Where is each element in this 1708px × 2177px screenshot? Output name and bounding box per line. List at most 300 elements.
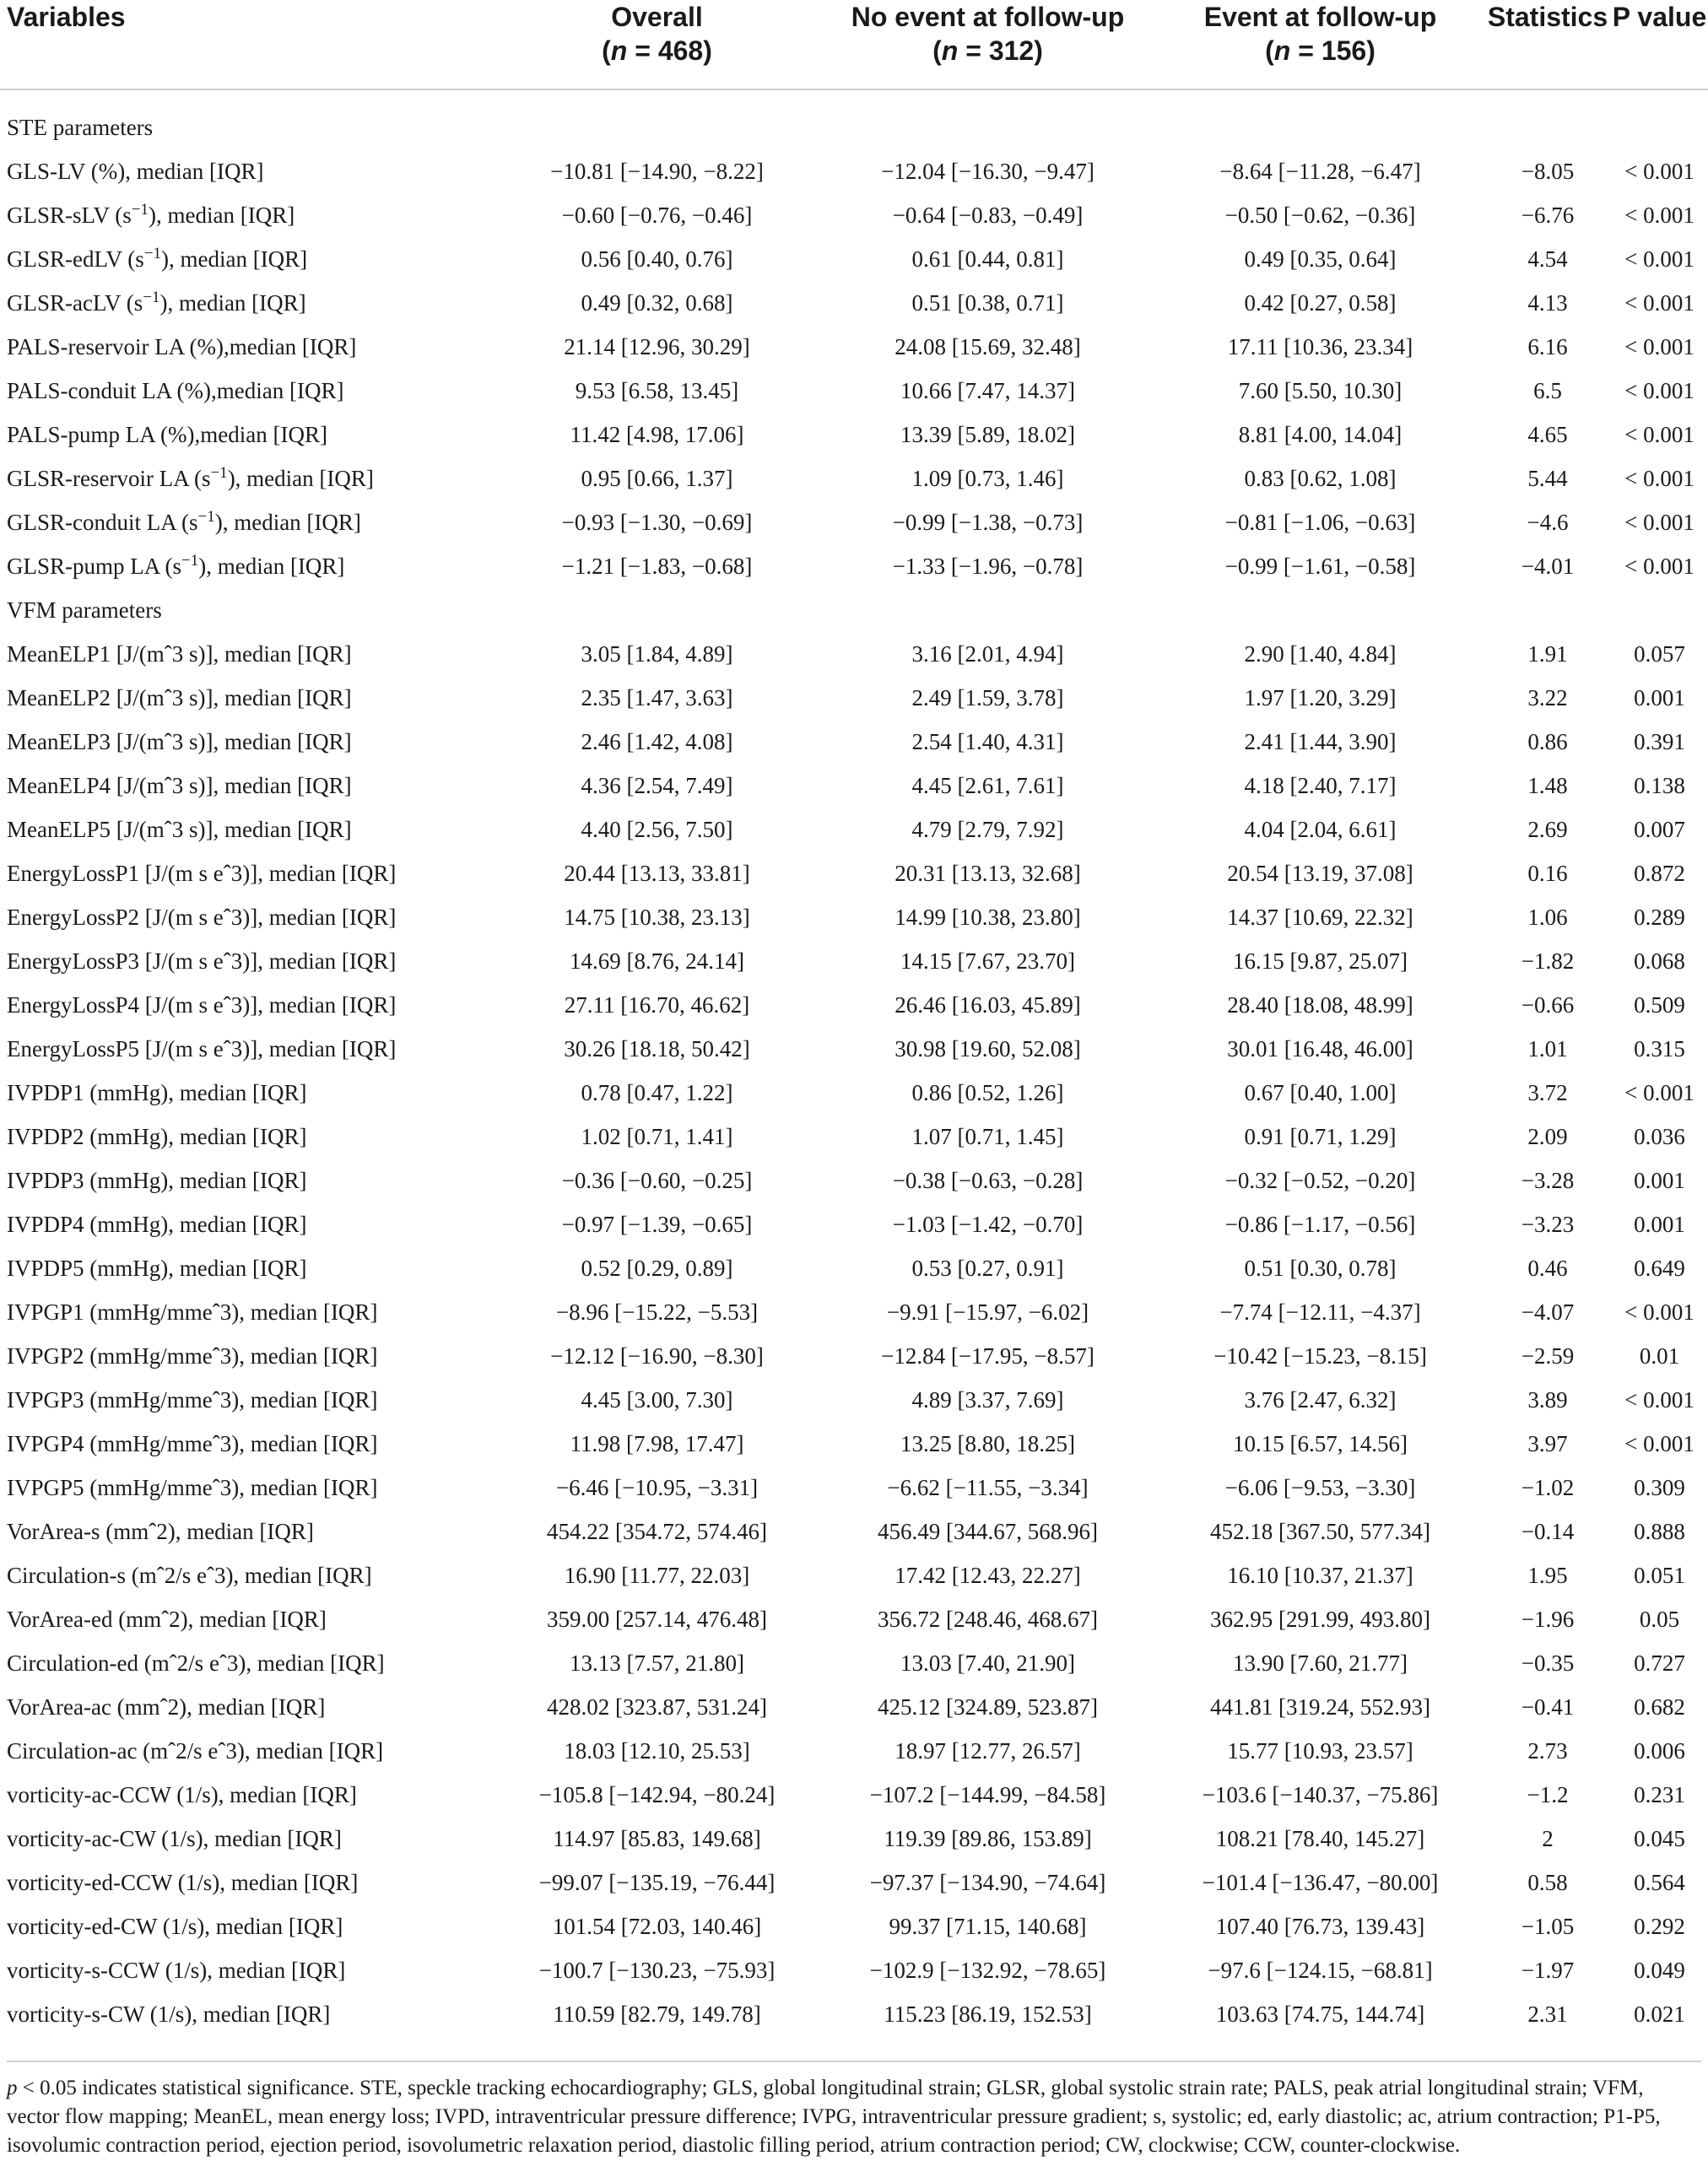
header-no-event-label: No event at follow-up (851, 2, 1125, 32)
table-header (0, 0, 1708, 89)
cell-statistics: 3.22 (1527, 685, 1568, 710)
header-overall-n: (n = 468) (602, 35, 712, 66)
cell-variable: GLSR-acLV $(s^{-1})$, median [IQR] (7, 289, 306, 316)
cell-p-value: < 0.001 (1624, 554, 1694, 579)
cell-event: 4.18 [2.40, 7.17] (1244, 773, 1397, 798)
cell-overall: −1.21 [−1.83, −0.68] (561, 554, 753, 579)
cell-statistics: 2.69 (1527, 817, 1568, 842)
cell-variable: EnergyLossP4 [J/(m s eˆ3)], median [IQR] (7, 992, 397, 1018)
cell-p-value: < 0.001 (1624, 466, 1694, 491)
table-row (0, 237, 1708, 281)
cell-p-value: < 0.001 (1624, 159, 1694, 184)
cell-p-value: 0.138 (1634, 773, 1685, 798)
table-row (0, 720, 1708, 764)
cell-overall: 4.45 [3.00, 7.30] (581, 1387, 733, 1413)
table-row (0, 1466, 1708, 1510)
cell-no-event: 0.51 [0.38, 0.71] (911, 290, 1064, 316)
cell-p-value: 0.564 (1634, 1870, 1685, 1895)
cell-variable: IVPGP2 (mmHg/mmeˆ3), median [IQR] (7, 1343, 378, 1369)
cell-no-event: 26.46 [16.03, 45.89] (895, 992, 1081, 1018)
cell-overall: 0.56 [0.40, 0.76] (581, 246, 733, 272)
cell-statistics: 4.54 (1527, 246, 1568, 272)
cell-overall: 428.02 [323.87, 531.24] (547, 1694, 767, 1720)
cell-event: −0.81 [−1.06, −0.63] (1224, 510, 1416, 535)
cell-variable: EnergyLossP5 [J/(m s eˆ3)], median [IQR] (7, 1036, 397, 1061)
cell-event: 30.01 [16.48, 46.00] (1227, 1036, 1413, 1061)
header-statistics: Statistics (1487, 2, 1608, 32)
table-row (0, 413, 1708, 456)
cell-no-event: 17.42 [12.43, 22.27] (895, 1563, 1081, 1588)
cell-statistics: 0.86 (1527, 729, 1568, 754)
cell-event: 15.77 [10.93, 23.57] (1227, 1738, 1413, 1764)
cell-overall: 11.98 [7.98, 17.47] (570, 1431, 744, 1456)
cell-p-value: 0.289 (1634, 905, 1685, 930)
table-row (0, 632, 1708, 676)
cell-no-event: 456.49 [344.67, 568.96] (878, 1519, 1098, 1544)
cell-no-event: 1.07 [0.71, 1.45] (911, 1124, 1064, 1149)
cell-p-value: 0.001 (1634, 685, 1685, 710)
table-row (0, 676, 1708, 720)
cell-p-value: 0.05 (1639, 1607, 1680, 1632)
cell-overall: −105.8 [−142.94, −80.24] (538, 1782, 776, 1807)
cell-variable: PALS-pump LA (%),median [IQR] (7, 422, 327, 447)
cell-p-value: 0.057 (1634, 641, 1685, 667)
cell-event: 14.37 [10.69, 22.32] (1227, 905, 1413, 930)
cell-p-value: 0.001 (1634, 1168, 1685, 1193)
cell-event: −0.32 [−0.52, −0.20] (1224, 1168, 1416, 1193)
cell-statistics: −8.05 (1521, 159, 1575, 184)
cell-variable: Circulation-ed (mˆ2/s eˆ3), median [IQR] (7, 1650, 385, 1676)
cell-variable: IVPDP4 (mmHg), median [IQR] (7, 1212, 307, 1237)
table-row (0, 1641, 1708, 1685)
cell-p-value: 0.682 (1634, 1694, 1685, 1720)
cell-overall: −0.97 [−1.39, −0.65] (561, 1212, 753, 1237)
cell-variable: MeanELP1 [J/(mˆ3 s)], median [IQR] (7, 641, 352, 667)
cell-no-event: −6.62 [−11.55, −3.34] (887, 1475, 1089, 1500)
cell-p-value: 0.509 (1634, 992, 1685, 1018)
table-row (0, 500, 1708, 544)
cell-event: 13.90 [7.60, 21.77] (1233, 1650, 1408, 1676)
cell-overall: 14.75 [10.38, 23.13] (564, 905, 750, 930)
cell-variable: GLSR-sLV $(s^{-1})$, median [IQR] (7, 201, 295, 228)
cell-variable: GLSR-conduit LA $(s^{-1})$, median [IQR] (7, 508, 361, 535)
cell-p-value: < 0.001 (1624, 1431, 1694, 1456)
cell-no-event: 4.79 [2.79, 7.92] (911, 817, 1064, 842)
cell-overall: 18.03 [12.10, 25.53] (564, 1738, 750, 1764)
cell-statistics: 3.89 (1527, 1387, 1568, 1413)
footnote-text: < 0.05 indicates statistical significance. STE, speckle tracking echocardiography; GLS, global longitudinal strain; GLSR, global systolic strain rate; PALS, peak atrial longitudinal strain; VFM, vector flow mapping; MeanEL, mean energy loss; IVPD, intraventricular pressure difference; IVPG, intraventricular pressure gradient; s, systolic; ed, early diastolic; ac, atrium contraction; P1-P5, isovolumic contraction period, ejection period, isovolumetric relaxation period, diastolic filling period, atrium contraction period; CW, clockwise; CCW, counter-clockwise. (7, 2077, 1661, 2157)
cell-overall: −0.93 [−1.30, −0.69] (561, 510, 753, 535)
cell-no-event: 1.09 [0.73, 1.46] (911, 466, 1064, 491)
cell-overall: 2.46 [1.42, 4.08] (581, 729, 733, 754)
cell-no-event: −12.04 [−16.30, −9.47] (881, 159, 1095, 184)
cell-p-value: 0.006 (1634, 1738, 1685, 1764)
cell-p-value: < 0.001 (1624, 422, 1694, 447)
cell-variable: VorArea-ed (mmˆ2), median [IQR] (7, 1607, 327, 1632)
cell-no-event: 2.49 [1.59, 3.78] (911, 685, 1064, 710)
cell-statistics: 2 (1542, 1826, 1554, 1851)
table-row (0, 983, 1708, 1027)
cell-no-event: 30.98 [19.60, 52.08] (895, 1036, 1081, 1061)
cell-p-value: < 0.001 (1624, 378, 1694, 403)
cell-p-value: 0.888 (1634, 1519, 1685, 1544)
table-row (0, 281, 1708, 325)
cell-variable: MeanELP4 [J/(mˆ3 s)], median [IQR] (7, 773, 352, 798)
cell-no-event: −1.03 [−1.42, −0.70] (892, 1212, 1084, 1237)
cell-event: 8.81 [4.00, 14.04] (1238, 422, 1403, 447)
cell-variable: IVPDP2 (mmHg), median [IQR] (7, 1124, 307, 1149)
cell-event: 1.97 [1.20, 3.29] (1244, 685, 1397, 710)
header-variables: Variables (7, 2, 126, 32)
cell-overall: 30.26 [18.18, 50.42] (564, 1036, 750, 1061)
cell-variable: EnergyLossP1 [J/(m s eˆ3)], median [IQR] (7, 861, 397, 886)
cell-overall: 454.22 [354.72, 574.46] (547, 1519, 767, 1544)
cell-statistics: −1.2 (1527, 1782, 1569, 1807)
section-header-row (0, 588, 1708, 632)
cell-no-event: 0.86 [0.52, 1.26] (911, 1080, 1064, 1105)
cell-event: 2.41 [1.44, 3.90] (1244, 729, 1397, 754)
cell-statistics: 2.73 (1527, 1738, 1568, 1764)
cell-p-value: 0.045 (1634, 1826, 1685, 1851)
cell-statistics: 3.72 (1527, 1080, 1568, 1105)
cell-statistics: 3.97 (1527, 1431, 1568, 1456)
cell-statistics: −0.35 (1521, 1650, 1575, 1676)
cell-variable: vorticity-s-CCW (1/s), median [IQR] (7, 1958, 346, 1983)
cell-overall: 2.35 [1.47, 3.63] (581, 685, 733, 710)
cell-no-event: −102.9 [−132.92, −78.65] (869, 1958, 1106, 1983)
cell-event: 0.91 [0.71, 1.29] (1244, 1124, 1397, 1149)
table-row (0, 895, 1708, 939)
cell-p-value: 0.391 (1634, 729, 1685, 754)
table-row (0, 456, 1708, 500)
cell-event: −0.50 [−0.62, −0.36] (1224, 203, 1416, 228)
cell-overall: 0.78 [0.47, 1.22] (581, 1080, 733, 1105)
cell-no-event: 14.15 [7.67, 23.70] (900, 948, 1075, 974)
cell-event: −8.64 [−11.28, −6.47] (1219, 159, 1421, 184)
header-no-event (819, 0, 1156, 89)
table-row (0, 544, 1708, 588)
table-row (0, 1202, 1708, 1246)
cell-statistics: −0.66 (1521, 992, 1575, 1018)
cell-statistics: 1.01 (1527, 1036, 1568, 1061)
cell-statistics: −4.01 (1521, 554, 1575, 579)
cell-variable: MeanELP5 [J/(mˆ3 s)], median [IQR] (7, 817, 352, 842)
cell-statistics: 4.65 (1527, 422, 1568, 447)
cell-p-value: < 0.001 (1624, 203, 1694, 228)
cell-variable: VorArea-s (mmˆ2), median [IQR] (7, 1519, 314, 1544)
cell-overall: 16.90 [11.77, 22.03] (564, 1563, 750, 1588)
cell-event: −97.6 [−124.15, −68.81] (1208, 1958, 1433, 1983)
cell-event: 16.10 [10.37, 21.37] (1227, 1563, 1413, 1588)
cell-event: 7.60 [5.50, 10.30] (1238, 378, 1403, 403)
cell-event: −10.42 [−15.23, −8.15] (1213, 1343, 1427, 1369)
cell-event: 0.49 [0.35, 0.64] (1244, 246, 1397, 272)
cell-variable: vorticity-ed-CW (1/s), median [IQR] (7, 1914, 343, 1939)
table-row (0, 1685, 1708, 1729)
cell-variable: VorArea-ac (mmˆ2), median [IQR] (7, 1694, 326, 1720)
cell-event: 452.18 [367.50, 577.34] (1210, 1519, 1430, 1544)
cell-statistics: 0.46 (1527, 1256, 1568, 1281)
cell-p-value: 0.007 (1634, 817, 1685, 842)
cell-no-event: 13.03 [7.40, 21.90] (900, 1650, 1075, 1676)
cell-overall: −0.36 [−0.60, −0.25] (561, 1168, 753, 1193)
cell-statistics: −1.97 (1521, 1958, 1575, 1983)
section-title: VFM parameters (7, 597, 162, 623)
footnote-p-symbol: p (7, 2077, 18, 2099)
table-row (0, 369, 1708, 413)
cell-variable: vorticity-ac-CW (1/s), median [IQR] (7, 1826, 342, 1851)
cell-no-event: −9.91 [−15.97, −6.02] (886, 1299, 1089, 1325)
section-header-row (0, 105, 1708, 149)
cell-statistics: 5.44 (1527, 466, 1568, 491)
table-row (0, 1773, 1708, 1817)
cell-variable: IVPGP5 (mmHg/mmeˆ3), median [IQR] (7, 1475, 378, 1500)
cell-no-event: −1.33 [−1.96, −0.78] (892, 554, 1084, 579)
cell-variable: GLSR-pump LA $(s^{-1})$, median [IQR] (7, 552, 345, 579)
spacer-cell (0, 90, 1708, 105)
cell-event: 108.21 [78.40, 145.27] (1215, 1826, 1425, 1851)
cell-variable: IVPGP3 (mmHg/mmeˆ3), median [IQR] (7, 1387, 378, 1413)
header-overall (495, 0, 819, 89)
cell-variable: IVPGP1 (mmHg/mmeˆ3), median [IQR] (7, 1299, 378, 1325)
cell-no-event: 2.54 [1.40, 4.31] (911, 729, 1064, 754)
cell-p-value: 0.872 (1634, 861, 1685, 886)
cell-variable: MeanELP3 [J/(mˆ3 s)], median [IQR] (7, 729, 352, 754)
cell-p-value: 0.649 (1634, 1256, 1685, 1281)
header-overall-label: Overall (611, 2, 703, 32)
table-row (0, 1027, 1708, 1071)
cell-overall: 9.53 [6.58, 13.45] (575, 378, 739, 403)
cell-p-value: 0.01 (1639, 1343, 1680, 1369)
cell-event: 2.90 [1.40, 4.84] (1244, 641, 1397, 667)
cell-variable: Circulation-ac (mˆ2/s eˆ3), median [IQR] (7, 1738, 384, 1764)
cell-event: 20.54 [13.19, 37.08] (1227, 861, 1413, 886)
table-row (0, 1904, 1708, 1948)
cell-overall: −0.60 [−0.76, −0.46] (561, 203, 753, 228)
table-row (0, 1290, 1708, 1334)
cell-statistics: 4.13 (1527, 290, 1568, 316)
table-row (0, 1992, 1708, 2036)
cell-event: 362.95 [291.99, 493.80] (1210, 1607, 1430, 1632)
cell-no-event: −0.38 [−0.63, −0.28] (892, 1168, 1084, 1193)
table-row (0, 1597, 1708, 1641)
cell-statistics: −1.02 (1521, 1475, 1575, 1500)
table-row (0, 1729, 1708, 1773)
table-row (0, 149, 1708, 193)
cell-p-value: < 0.001 (1624, 290, 1694, 316)
cell-variable: EnergyLossP3 [J/(m s eˆ3)], median [IQR] (7, 948, 397, 974)
header-no-event-n: (n = 312) (932, 35, 1043, 66)
cell-statistics: 1.06 (1527, 905, 1568, 930)
cell-no-event: 4.89 [3.37, 7.69] (911, 1387, 1064, 1413)
cell-event: −7.74 [−12.11, −4.37] (1219, 1299, 1421, 1325)
cell-no-event: 14.99 [10.38, 23.80] (895, 905, 1081, 930)
cell-statistics: 2.31 (1527, 2001, 1568, 2027)
table-row (0, 193, 1708, 237)
cell-p-value: 0.231 (1634, 1782, 1685, 1807)
cell-overall: 0.95 [0.66, 1.37] (581, 466, 733, 491)
cell-variable: IVPDP3 (mmHg), median [IQR] (7, 1168, 307, 1193)
section-title: STE parameters (7, 115, 154, 140)
cell-overall: 11.42 [4.98, 17.06] (570, 422, 744, 447)
cell-overall: −99.07 [−135.19, −76.44] (538, 1870, 776, 1895)
cell-p-value: < 0.001 (1624, 334, 1694, 359)
cell-variable: EnergyLossP2 [J/(m s eˆ3)], median [IQR] (7, 905, 397, 930)
cell-statistics: −4.6 (1527, 510, 1569, 535)
cell-variable: IVPDP1 (mmHg), median [IQR] (7, 1080, 307, 1105)
cell-statistics: 0.58 (1527, 1870, 1568, 1895)
cell-overall: 27.11 [16.70, 46.62] (564, 992, 750, 1018)
cell-overall: −12.12 [−16.90, −8.30] (550, 1343, 764, 1369)
cell-no-event: −107.2 [−144.99, −84.58] (869, 1782, 1106, 1807)
cell-event: 3.76 [2.47, 6.32] (1244, 1387, 1397, 1413)
cell-overall: 110.59 [82.79, 149.78] (553, 2001, 761, 2027)
cell-no-event: 99.37 [71.15, 140.68] (889, 1914, 1087, 1939)
table-row (0, 1510, 1708, 1553)
cell-no-event: 425.12 [324.89, 523.87] (878, 1694, 1098, 1720)
cell-variable: vorticity-s-CW (1/s), median [IQR] (7, 2001, 331, 2027)
cell-overall: −100.7 [−130.23, −75.93] (538, 1958, 776, 1983)
cell-statistics: 1.91 (1527, 641, 1568, 667)
cell-p-value: < 0.001 (1624, 246, 1694, 272)
cell-event: −101.4 [−136.47, −80.00] (1202, 1870, 1439, 1895)
cell-variable: IVPGP4 (mmHg/mmeˆ3), median [IQR] (7, 1431, 378, 1456)
cell-variable: PALS-conduit LA (%),median [IQR] (7, 378, 344, 403)
cell-p-value: 0.315 (1634, 1036, 1685, 1061)
cell-statistics: 1.48 (1527, 773, 1568, 798)
table-row (0, 1071, 1708, 1115)
cell-variable: GLSR-edLV $(s^{-1})$, median [IQR] (7, 245, 308, 272)
cell-variable: Circulation-s (mˆ2/s eˆ3), median [IQR] (7, 1563, 372, 1588)
cell-p-value: 0.001 (1634, 1212, 1685, 1237)
cell-variable: GLSR-reservoir LA $(s^{-1})$, median [IQR] (7, 464, 374, 491)
table-row (0, 1334, 1708, 1378)
cell-event: 0.83 [0.62, 1.08] (1244, 466, 1397, 491)
cell-overall: 0.49 [0.32, 0.68] (581, 290, 733, 316)
table-row (0, 1115, 1708, 1159)
table-row (0, 939, 1708, 983)
table-row (0, 1553, 1708, 1597)
cell-variable: MeanELP2 [J/(mˆ3 s)], median [IQR] (7, 685, 352, 710)
spacer-row (0, 90, 1708, 105)
table-row (0, 808, 1708, 851)
cell-statistics: 6.16 (1527, 334, 1568, 359)
cell-event: 16.15 [9.87, 25.07] (1233, 948, 1408, 974)
cell-statistics: −6.76 (1521, 203, 1575, 228)
cell-statistics: −3.23 (1521, 1212, 1575, 1237)
cell-no-event: −97.37 [−134.90, −74.64] (869, 1870, 1106, 1895)
cell-no-event: 356.72 [248.46, 468.67] (878, 1607, 1098, 1632)
cell-statistics: −1.96 (1521, 1607, 1575, 1632)
cell-overall: 14.69 [8.76, 24.14] (570, 948, 744, 974)
cell-no-event: 20.31 [13.13, 32.68] (895, 861, 1081, 886)
table-row (0, 1378, 1708, 1422)
cell-overall: 21.14 [12.96, 30.29] (564, 334, 750, 359)
cell-overall: 1.02 [0.71, 1.41] (581, 1124, 733, 1149)
table-row (0, 1817, 1708, 1861)
cell-no-event: 0.53 [0.27, 0.91] (911, 1256, 1064, 1281)
cell-event: 441.81 [319.24, 552.93] (1210, 1694, 1430, 1720)
cell-statistics: 2.09 (1527, 1124, 1568, 1149)
table-row (0, 1422, 1708, 1466)
cell-variable: GLS-LV (%), median [IQR] (7, 159, 264, 184)
cell-variable: vorticity-ed-CCW (1/s), median [IQR] (7, 1870, 359, 1895)
cell-p-value: < 0.001 (1624, 1387, 1694, 1413)
cell-statistics: −0.41 (1521, 1694, 1575, 1720)
cell-overall: 359.00 [257.14, 476.48] (547, 1607, 767, 1632)
cell-event: 17.11 [10.36, 23.34] (1227, 334, 1413, 359)
cell-overall: 0.52 [0.29, 0.89] (581, 1256, 733, 1281)
table-row (0, 1159, 1708, 1202)
cell-statistics: 6.5 (1533, 378, 1562, 403)
cell-statistics: 1.95 (1527, 1563, 1568, 1588)
table-body (0, 89, 1708, 2036)
cell-p-value: < 0.001 (1624, 1080, 1694, 1105)
cell-event: −0.99 [−1.61, −0.58] (1224, 554, 1416, 579)
cell-event: 10.15 [6.57, 14.56] (1233, 1431, 1408, 1456)
header-event-label: Event at follow-up (1203, 2, 1437, 32)
cell-no-event: 13.25 [8.80, 18.25] (900, 1431, 1075, 1456)
cell-no-event: −0.99 [−1.38, −0.73] (892, 510, 1084, 535)
cell-overall: −6.46 [−10.95, −3.31] (555, 1475, 759, 1500)
cell-overall: 114.97 [85.83, 149.68] (553, 1826, 761, 1851)
cell-event: 107.40 [76.73, 139.43] (1215, 1914, 1425, 1939)
cell-p-value: 0.309 (1634, 1475, 1685, 1500)
cell-overall: 4.40 [2.56, 7.50] (581, 817, 733, 842)
cell-p-value: 0.292 (1634, 1914, 1685, 1939)
cell-variable: IVPDP5 (mmHg), median [IQR] (7, 1256, 307, 1281)
cell-no-event: 24.08 [15.69, 32.48] (895, 334, 1081, 359)
cell-no-event: 119.39 [89.86, 153.89] (884, 1826, 1092, 1851)
cell-statistics: 0.16 (1527, 861, 1568, 886)
cell-statistics: −3.28 (1521, 1168, 1575, 1193)
cell-overall: 101.54 [72.03, 140.46] (552, 1914, 762, 1939)
cell-no-event: 3.16 [2.01, 4.94] (911, 641, 1064, 667)
header-event-n: (n = 156) (1265, 35, 1376, 66)
cell-event: 103.63 [74.75, 144.74] (1215, 2001, 1425, 2027)
cell-p-value: 0.021 (1634, 2001, 1685, 2027)
cell-overall: 20.44 [13.13, 33.81] (564, 861, 750, 886)
cell-overall: 13.13 [7.57, 21.80] (570, 1650, 744, 1676)
table-row (0, 1861, 1708, 1904)
table-row (0, 1246, 1708, 1290)
cell-statistics: −1.82 (1521, 948, 1575, 974)
cell-event: −0.86 [−1.17, −0.56] (1224, 1212, 1416, 1237)
table-row (0, 764, 1708, 808)
cell-no-event: 10.66 [7.47, 14.37] (900, 378, 1075, 403)
cell-overall: 4.36 [2.54, 7.49] (581, 773, 733, 798)
cell-variable: PALS-reservoir LA (%),median [IQR] (7, 334, 357, 359)
cell-statistics: −0.14 (1521, 1519, 1575, 1544)
cell-no-event: 115.23 [86.19, 152.53] (884, 2001, 1092, 2027)
header-p-value: P value (1612, 2, 1707, 32)
cell-event: 28.40 [18.08, 48.99] (1227, 992, 1413, 1018)
cell-p-value: 0.051 (1634, 1563, 1685, 1588)
cell-p-value: < 0.001 (1624, 1299, 1694, 1325)
table-footnote (7, 2061, 1701, 2160)
cell-overall: −10.81 [−14.90, −8.22] (550, 159, 764, 184)
table-row (0, 851, 1708, 895)
cell-no-event: −12.84 [−17.95, −8.57] (881, 1343, 1095, 1369)
cell-statistics: −4.07 (1521, 1299, 1575, 1325)
cell-p-value: 0.068 (1634, 948, 1685, 974)
cell-statistics: −2.59 (1521, 1343, 1575, 1369)
cell-no-event: 0.61 [0.44, 0.81] (911, 246, 1064, 272)
cell-variable: vorticity-ac-CCW (1/s), median [IQR] (7, 1782, 357, 1807)
header-event (1156, 0, 1484, 89)
table-row (0, 1948, 1708, 1992)
cell-event: 0.42 [0.27, 0.58] (1244, 290, 1397, 316)
